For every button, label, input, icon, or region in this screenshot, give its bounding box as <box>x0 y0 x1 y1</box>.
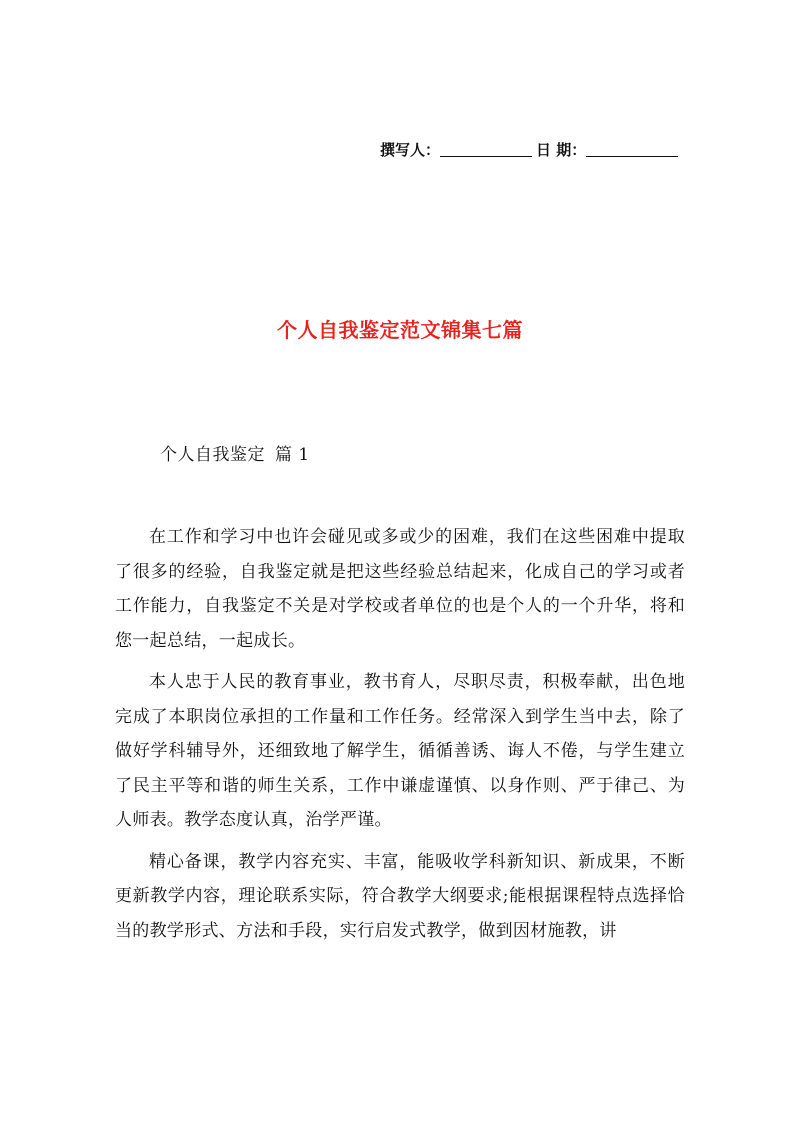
document-title: 个人自我鉴定范文锦集七篇 <box>277 318 523 342</box>
paragraph: 精心备课，教学内容充实、丰富，能吸收学科新知识、新成果，不断更新教学内容，理论联系实际，符合教学大纲要求;能根据课程特点选择恰当的教学形式、方法和手段，实行启发式教学，做到因材施教，讲 <box>115 851 685 941</box>
author-blank-line <box>440 140 532 157</box>
section-heading <box>160 440 310 465</box>
date-blank-line <box>586 140 678 157</box>
author-date-line <box>380 138 700 162</box>
section-heading-text: 个人自我鉴定 <box>160 445 265 465</box>
paragraph: 在工作和学习中也许会碰见或多或少的困难，我们在这些困难中提取了很多的经验，自我鉴定就是把这些经验总结起来，化成自己的学习或者工作能力，自我鉴定不关是对学校或者单位的也是个人的一个升华，将和您一起总结，一起成长。 <box>115 527 685 651</box>
paragraph: 本人忠于人民的教育事业，教书育人，尽职尽责，积极奉献，出色地完成了本职岗位承担的工作量和工作任务。经常深入到学生当中去，除了做好学科辅导外，还细致地了解学生，循循善诱、诲人不倦，与学生建立了民主平等和谐的师生关系，工作中谦虚谨慎、以身作则、严于律己、为人师表。教学态度认真，治学严谨。 <box>115 672 685 830</box>
document-body <box>115 520 685 955</box>
date-label: 日 期： <box>536 141 587 159</box>
author-label: 撰写人： <box>380 141 441 159</box>
section-number: 篇 1 <box>275 445 310 465</box>
